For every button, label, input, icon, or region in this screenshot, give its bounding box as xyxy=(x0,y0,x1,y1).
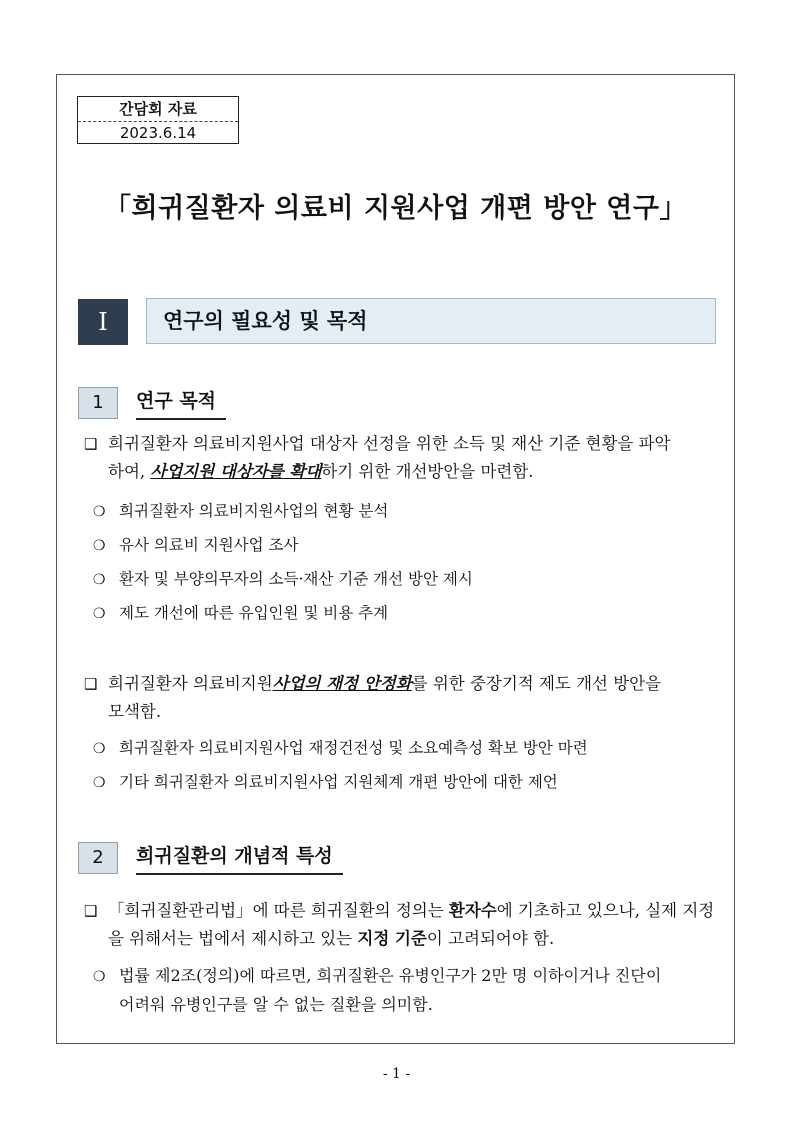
section-number: Ⅰ xyxy=(78,299,128,345)
paragraph-purpose-1: ❑ 희귀질환자 의료비지원사업 대상자 선정을 위한 소득 및 재산 기준 현황을 파악 하여, 사업지원 대상자를 확대하기 위한 개선방안을 마련함. xyxy=(84,430,720,486)
circle-bullet-icon: ❍ xyxy=(93,969,106,985)
list-item: ❍ 기타 희귀질환자 의료비지원사업 지원체계 개편 방안에 대한 제언 xyxy=(93,770,718,795)
square-bullet-icon: ❑ xyxy=(84,675,98,693)
subsection-number-2: 2 xyxy=(78,842,118,874)
document-title: 「희귀질환자 의료비 지원사업 개편 방안 연구」 xyxy=(104,193,687,224)
list-item: ❍ 유사 의료비 지원사업 조사 xyxy=(93,533,718,558)
bold-text: 환자수 xyxy=(448,901,497,920)
list-item: ❍ 제도 개선에 따른 유입인원 및 비용 추계 xyxy=(93,601,718,626)
list-item: ❍ 희귀질환자 의료비지원사업 재정건전성 및 소요예측성 확보 방안 마련 xyxy=(93,736,718,761)
circle-bullet-icon: ❍ xyxy=(93,775,106,791)
meeting-date: 2023.6.14 xyxy=(119,124,197,142)
list-item: ❍ 환자 및 부양의무자의 소득·재산 기준 개선 방안 제시 xyxy=(93,567,718,592)
subsection-title-1: 연구 목적 xyxy=(136,386,226,420)
meeting-info-box xyxy=(77,96,239,144)
square-bullet-icon: ❑ xyxy=(84,435,98,453)
square-bullet-icon: ❑ xyxy=(84,902,98,920)
circle-bullet-icon: ❍ xyxy=(93,606,106,622)
circle-bullet-icon: ❍ xyxy=(93,572,106,588)
emphasis-text: 사업지원 대상자를 확대 xyxy=(150,462,322,481)
list-item: ❍ 법률 제2조(정의)에 따르면, 희귀질환은 유병인구가 2만 명 이하이거나 진단이 어려워 유병인구를 알 수 없는 질환을 의미함. xyxy=(93,962,718,1019)
meeting-label: 간담회 자료 xyxy=(78,97,238,122)
list-item: ❍ 희귀질환자 의료비지원사업의 현황 분석 xyxy=(93,499,718,524)
circle-bullet-icon: ❍ xyxy=(93,741,106,757)
subsection-title-2: 희귀질환의 개념적 특성 xyxy=(136,841,343,875)
bold-text: 지정 기준 xyxy=(357,929,427,948)
subsection-number-1: 1 xyxy=(78,387,118,419)
circle-bullet-icon: ❍ xyxy=(93,538,106,554)
page-number: - 1 - xyxy=(382,1066,411,1082)
paragraph-purpose-2: ❑ 희귀질환자 의료비지원사업의 재정 안정화를 위한 중장기적 제도 개선 방안을 모색함. xyxy=(84,670,720,726)
paragraph-definition: ❑ 「희귀질환관리법」에 따른 희귀질환의 정의는 환자수에 기초하고 있으나, 실제 지정 을 위해서는 법에서 제시하고 있는 지정 기준이 고려되어야 함. xyxy=(84,897,720,953)
section-title: 연구의 필요성 및 목적 xyxy=(146,298,716,344)
emphasis-text: 사업의 재정 안정화 xyxy=(272,674,412,693)
circle-bullet-icon: ❍ xyxy=(93,504,106,520)
